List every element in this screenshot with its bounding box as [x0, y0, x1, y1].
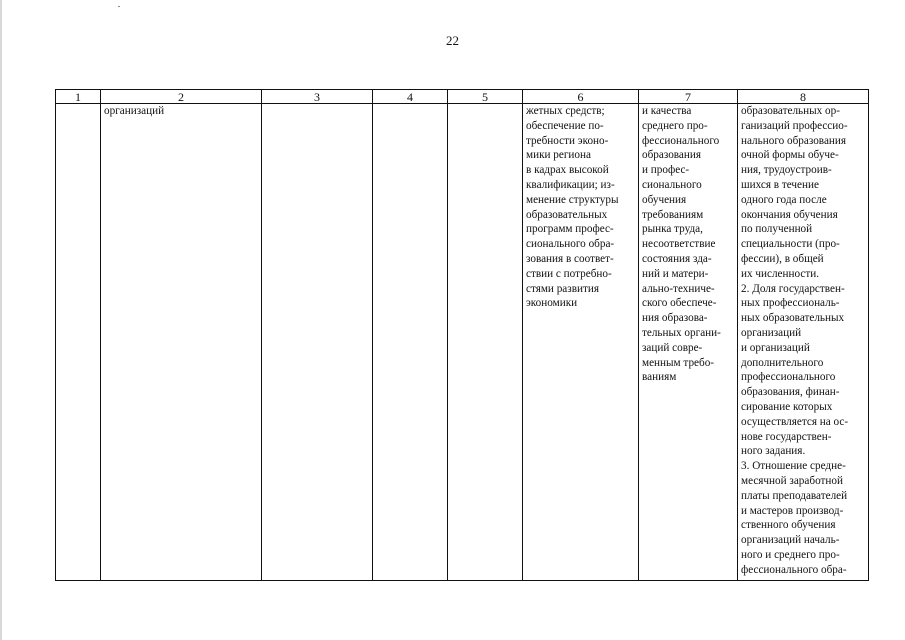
column-header-7: 7 [639, 90, 738, 104]
table-cell-7 [639, 104, 738, 581]
table-cell-4 [373, 104, 448, 581]
page-number: 22 [446, 33, 459, 48]
column-header-4: 4 [373, 90, 448, 104]
table-cell-2 [101, 104, 262, 581]
column-header-6: 6 [523, 90, 639, 104]
column-header-2: 2 [101, 90, 262, 104]
table-cell-8 [738, 104, 869, 581]
document-table [55, 89, 869, 581]
column-header-3: 3 [262, 90, 373, 104]
column-header-1: 1 [56, 90, 101, 104]
column-header-5: 5 [448, 90, 523, 104]
column-header-8: 8 [738, 90, 869, 104]
cell-7-text: и качества среднего про- фессионального образования и профес- сионального обучения требованиям рынка труда, несоответствие состояния зда- ний и матери- ально-техниче- ского обеспече- ния образова- тельных органи- заций совре- менным требо- ваниям [642, 105, 721, 384]
table-cell-1 [56, 104, 101, 581]
table-header-row [56, 90, 869, 104]
cell-8-text: образовательных ор- ганизаций профессио- нального образования очной формы обуче- ния, трудоустроив- шихся в течение одного года после окончания обучения по полученной специальности (про- фессии), в общей их численности. 2. Доля государствен- ных профессиональ- ных образовательных организаций и организаций дополнительного профессионального образования, финан- сирование которых осуществляется на ос- нове государствен- ного задания. 3. Отношение средне- месячной заработной платы преподавателей и мастеров производ- ственного обучения организаций началь- ного и среднего про- фессионального обра- [741, 105, 849, 576]
table-cell-6 [523, 104, 639, 581]
table-cell-3 [262, 104, 373, 581]
scan-left-edge [0, 0, 2, 640]
table-row [56, 104, 869, 581]
scan-speck [118, 6, 120, 7]
cell-6-text: жетных средств; обеспечение по- требности эконо- мики региона в кадрах высокой квалификации; из- менение структуры образовательных программ профес- сионального обра- зования в соответ- ствии с потребно- стями развития экономики [526, 105, 619, 310]
cell-2-text: организаций [104, 105, 165, 117]
table-cell-5 [448, 104, 523, 581]
